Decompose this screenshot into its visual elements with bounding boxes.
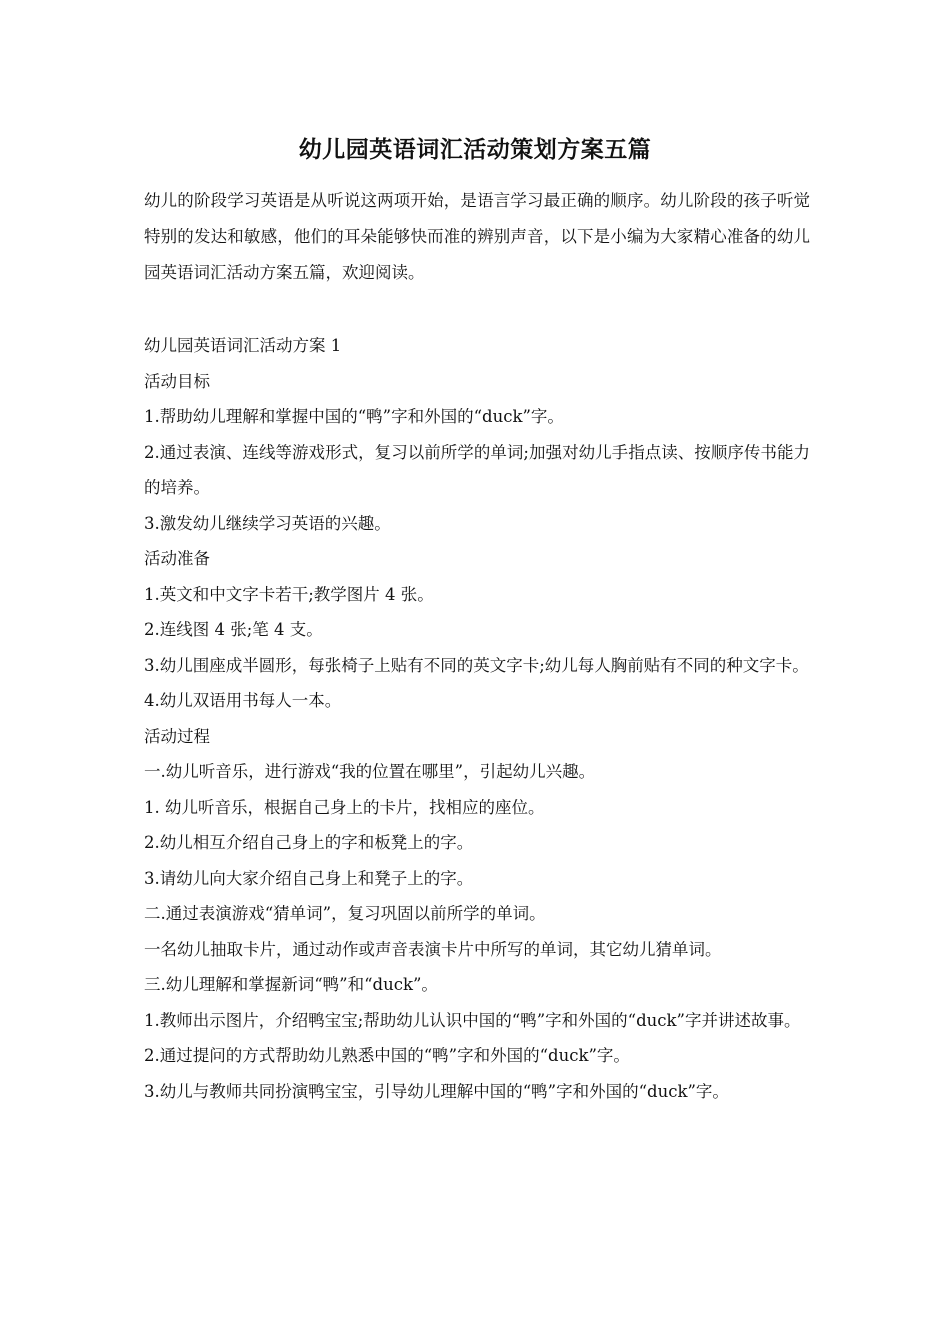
- subheading-process: 活动过程: [144, 726, 210, 746]
- body-paragraph: 2.通过表演、连线等游戏形式，复习以前所学的单词;加强对幼儿手指点读、按顺序传书能力的培养。: [144, 442, 810, 497]
- body-paragraph: 4.幼儿双语用书每人一本。: [144, 691, 342, 710]
- body-paragraph: 一.幼儿听音乐，进行游戏“我的位置在哪里”，引起幼儿兴趣。: [144, 762, 596, 781]
- body-paragraph: 1.帮助幼儿理解和掌握中国的“鸭”字和外国的“duck”字。: [144, 407, 564, 426]
- document-body: [144, 328, 810, 1109]
- document-title: 幼儿园英语词汇活动策划方案五篇: [298, 136, 652, 163]
- body-paragraph: 1.英文和中文字卡若干;教学图片 4 张。: [144, 584, 434, 604]
- body-paragraph: 2.连线图 4 张;笔 4 支。: [144, 620, 323, 639]
- body-paragraph: 三.幼儿理解和掌握新词“鸭”和“duck”。: [144, 975, 438, 994]
- subheading-goals: 活动目标: [144, 371, 210, 391]
- intro-paragraph: 幼儿的阶段学习英语是从听说这两项开始，是语言学习最正确的顺序。幼儿阶段的孩子听觉特别的发达和敏感，他们的耳朵能够快而准的辨别声音，以下是小编为大家精心准备的幼儿园英语词汇活动方案五篇，欢迎阅读。: [144, 191, 810, 282]
- section-heading: 幼儿园英语词汇活动方案 1: [144, 336, 342, 355]
- body-paragraph: 3.幼儿围座成半圆形，每张椅子上贴有不同的英文字卡;幼儿每人胸前贴有不同的种文字卡。: [144, 655, 809, 675]
- body-paragraph: 1.教师出示图片，介绍鸭宝宝;帮助幼儿认识中国的“鸭”字和外国的“duck”字并讲述故事。: [144, 1010, 801, 1030]
- body-paragraph: 3.幼儿与教师共同扮演鸭宝宝，引导幼儿理解中国的“鸭”字和外国的“duck”字。: [144, 1081, 729, 1101]
- body-paragraph: 2.通过提问的方式帮助幼儿熟悉中国的“鸭”字和外国的“duck”字。: [144, 1046, 630, 1065]
- body-paragraph: 2.幼儿相互介绍自己身上的字和板凳上的字。: [144, 833, 474, 852]
- body-paragraph: 3.激发幼儿继续学习英语的兴趣。: [144, 513, 391, 533]
- body-paragraph: 3.请幼儿向大家介绍自己身上和凳子上的字。: [144, 868, 474, 888]
- subheading-preparation: 活动准备: [144, 549, 210, 568]
- body-paragraph: 二.通过表演游戏“猜单词”，复习巩固以前所学的单词。: [144, 904, 546, 923]
- body-paragraph: 一名幼儿抽取卡片，通过动作或声音表演卡片中所写的单词，其它幼儿猜单词。: [144, 939, 722, 959]
- body-paragraph: 1. 幼儿听音乐，根据自己身上的卡片，找相应的座位。: [144, 797, 545, 817]
